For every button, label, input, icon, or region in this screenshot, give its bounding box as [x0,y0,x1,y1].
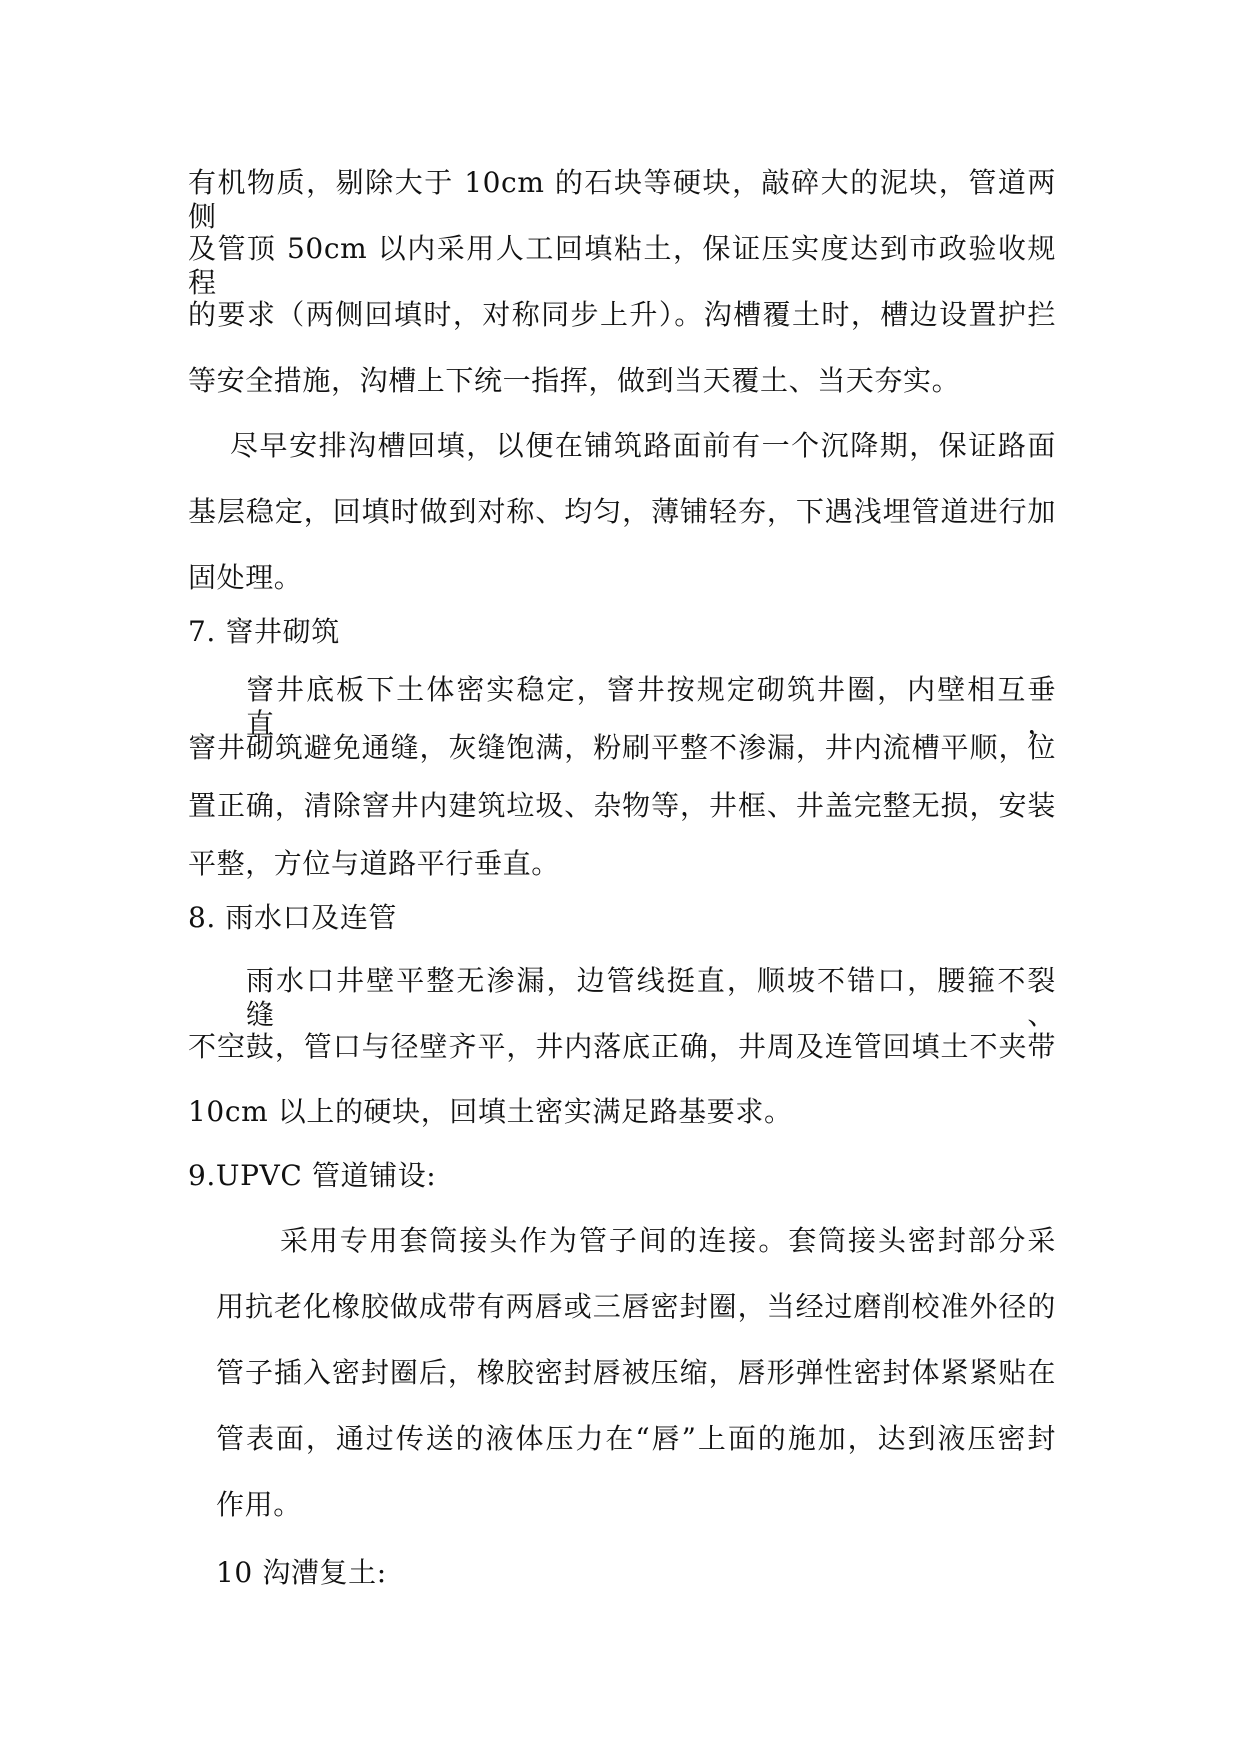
text-line: 窨井底板下土体密实稳定，窨井按规定砌筑井圈，内壁相互垂直， [246,673,1056,740]
section-heading: 10 沟漕复土: [216,1556,387,1589]
text-line: 等安全措施，沟槽上下统一指挥，做到当天覆土、当天夯实。 [188,364,961,397]
text-line: 用抗老化橡胶做成带有两唇或三唇密封圈，当经过磨削校准外径的 [216,1290,1056,1323]
text-line: 基层稳定，回填时做到对称、均匀，薄铺轻夯，下遇浅埋管道进行加 [188,495,1056,528]
text-line: 10cm 以上的硬块，回填土密实满足路基要求。 [188,1095,793,1128]
text-line: 不空鼓，管口与径壁齐平，井内落底正确，井周及连管回填土不夹带 [188,1030,1056,1063]
text-line: 有机物质，剔除大于 10cm 的石块等硬块，敲碎大的泥块，管道两侧 [188,166,1056,233]
text-line: 平整，方位与道路平行垂直。 [188,847,560,880]
text-line: 尽早安排沟槽回填，以便在铺筑路面前有一个沉降期，保证路面 [230,429,1056,462]
text-line: 采用专用套筒接头作为管子间的连接。套筒接头密封部分采 [280,1224,1056,1257]
text-line: 雨水口井壁平整无渗漏，边管线挺直，顺坡不错口，腰箍不裂缝、 [246,964,1056,1031]
section-heading: 9.UPVC 管道铺设: [188,1159,437,1192]
text-line: 管子插入密封圈后，橡胶密封唇被压缩，唇形弹性密封体紧紧贴在 [216,1356,1056,1389]
section-heading: 7. 窨井砌筑 [188,615,340,648]
text-line: 的要求（两侧回填时，对称同步上升）。沟槽覆土时，槽边设置护拦 [188,298,1056,331]
text-line: 置正确，清除窨井内建筑垃圾、杂物等，井框、井盖完整无损，安装 [188,789,1056,822]
section-heading: 8. 雨水口及连管 [188,901,398,934]
text-line: 作用。 [216,1488,302,1521]
text-line: 固处理。 [188,561,303,594]
text-line: 及管顶 50cm 以内采用人工回填粘土，保证压实度达到市政验收规程 [188,232,1056,299]
text-line: 窨井砌筑避免通缝，灰缝饱满，粉刷平整不渗漏，井内流槽平顺，位 [188,731,1056,764]
text-line: 管表面，通过传送的液体压力在“唇”上面的施加，达到液压密封 [216,1422,1056,1455]
